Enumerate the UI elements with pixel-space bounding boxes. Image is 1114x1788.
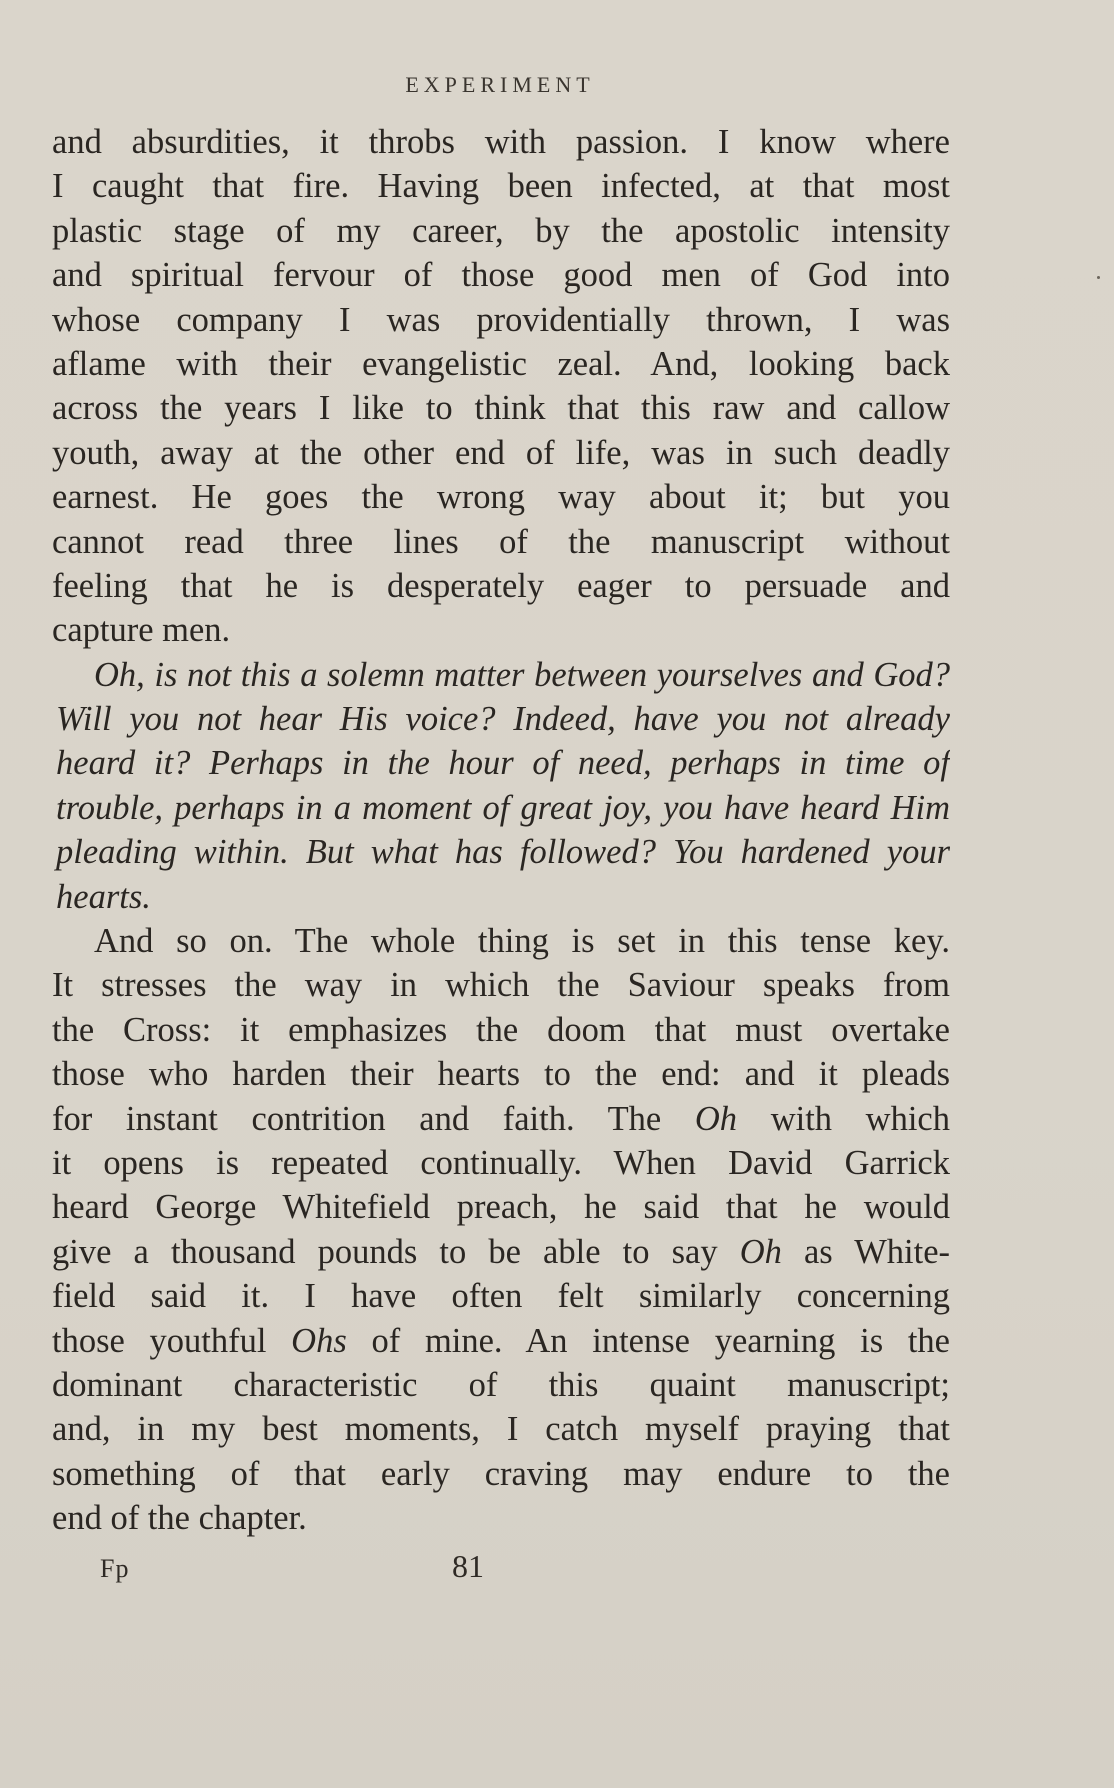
text-line: and, in my best moments, I catch myself praying that [52, 1410, 950, 1449]
quote-line: hearts. [56, 877, 151, 916]
paragraph-1 [52, 120, 950, 653]
quote-line: heard it? Perhaps in the hour of need, perhaps in time of [56, 744, 950, 783]
page-footer [0, 1548, 1114, 1588]
paragraph-2 [52, 919, 950, 1540]
signature-mark: Fp [100, 1554, 130, 1583]
italic-ohs: Ohs [291, 1321, 347, 1360]
quote-line: trouble, perhaps in a moment of great joy, you have heard Him [56, 788, 950, 827]
text-span: with which [737, 1099, 950, 1138]
text-line: whose company I was providentially thrown, I was [52, 300, 950, 339]
text-line: earnest. He goes the wrong way about it; but you [52, 478, 950, 517]
text-span: as White- [781, 1232, 950, 1271]
text-line: feeling that he is desperately eager to persuade and [52, 566, 950, 605]
text-line: end of the chapter. [52, 1499, 307, 1538]
text-line: cannot read three lines of the manuscript without [52, 522, 950, 561]
text-line [52, 1319, 950, 1363]
text-span: those youthful [52, 1321, 292, 1360]
italic-oh: Oh [739, 1232, 782, 1271]
text-line [52, 1230, 950, 1274]
text-line: something of that early craving may endure to the [52, 1454, 950, 1493]
quote-line: Will you not hear His voice? Indeed, have you not already [56, 700, 950, 739]
text-line: and absurdities, it throbs with passion. I know where [52, 123, 950, 161]
text-line: heard George Whitefield preach, he said that he would [52, 1188, 950, 1227]
text-line: youth, away at the other end of life, was in such deadly [52, 433, 950, 472]
text-line: capture men. [52, 611, 231, 650]
quote-line: pleading within. But what has followed? You hardened your [56, 833, 950, 872]
quote-line: Oh, is not this a solemn matter between yourselves and God? [94, 655, 950, 694]
text-line: aflame with their evangelistic zeal. And, looking back [52, 344, 950, 383]
text-span: give a thousand pounds to be able to say [52, 1232, 740, 1271]
text-line: and spiritual fervour of those good men of God into [52, 256, 950, 295]
text-line: field said it. I have often felt similarly concerning [52, 1277, 950, 1316]
text-line: It stresses the way in which the Saviour speaks from [52, 966, 950, 1005]
text-line: I caught that fire. Having been infected, at that most [52, 167, 950, 206]
running-head: EXPERIMENT [405, 72, 595, 97]
text-line: dominant characteristic of this quaint manuscript; [52, 1365, 950, 1404]
page-speck [1097, 276, 1100, 279]
text-line: the Cross: it emphasizes the doom that must overtake [52, 1010, 950, 1049]
page-number: 81 [452, 1548, 484, 1584]
text-line: those who harden their hearts to the end: and it pleads [52, 1055, 950, 1094]
text-span: of mine. An intense yearning is the [346, 1321, 950, 1360]
text-span: for instant contrition and faith. The [52, 1099, 695, 1138]
text-line: And so on. The whole thing is set in this tense key. [94, 922, 950, 961]
text-line [52, 1097, 950, 1141]
text-line: across the years I like to think that this raw and callow [52, 389, 950, 428]
italic-oh: Oh [694, 1099, 738, 1138]
text-line: it opens is repeated continually. When David Garrick [52, 1143, 950, 1182]
text-line: plastic stage of my career, by the apostolic intensity [52, 211, 950, 250]
body-text [52, 120, 950, 1541]
italic-quotation [52, 653, 950, 919]
